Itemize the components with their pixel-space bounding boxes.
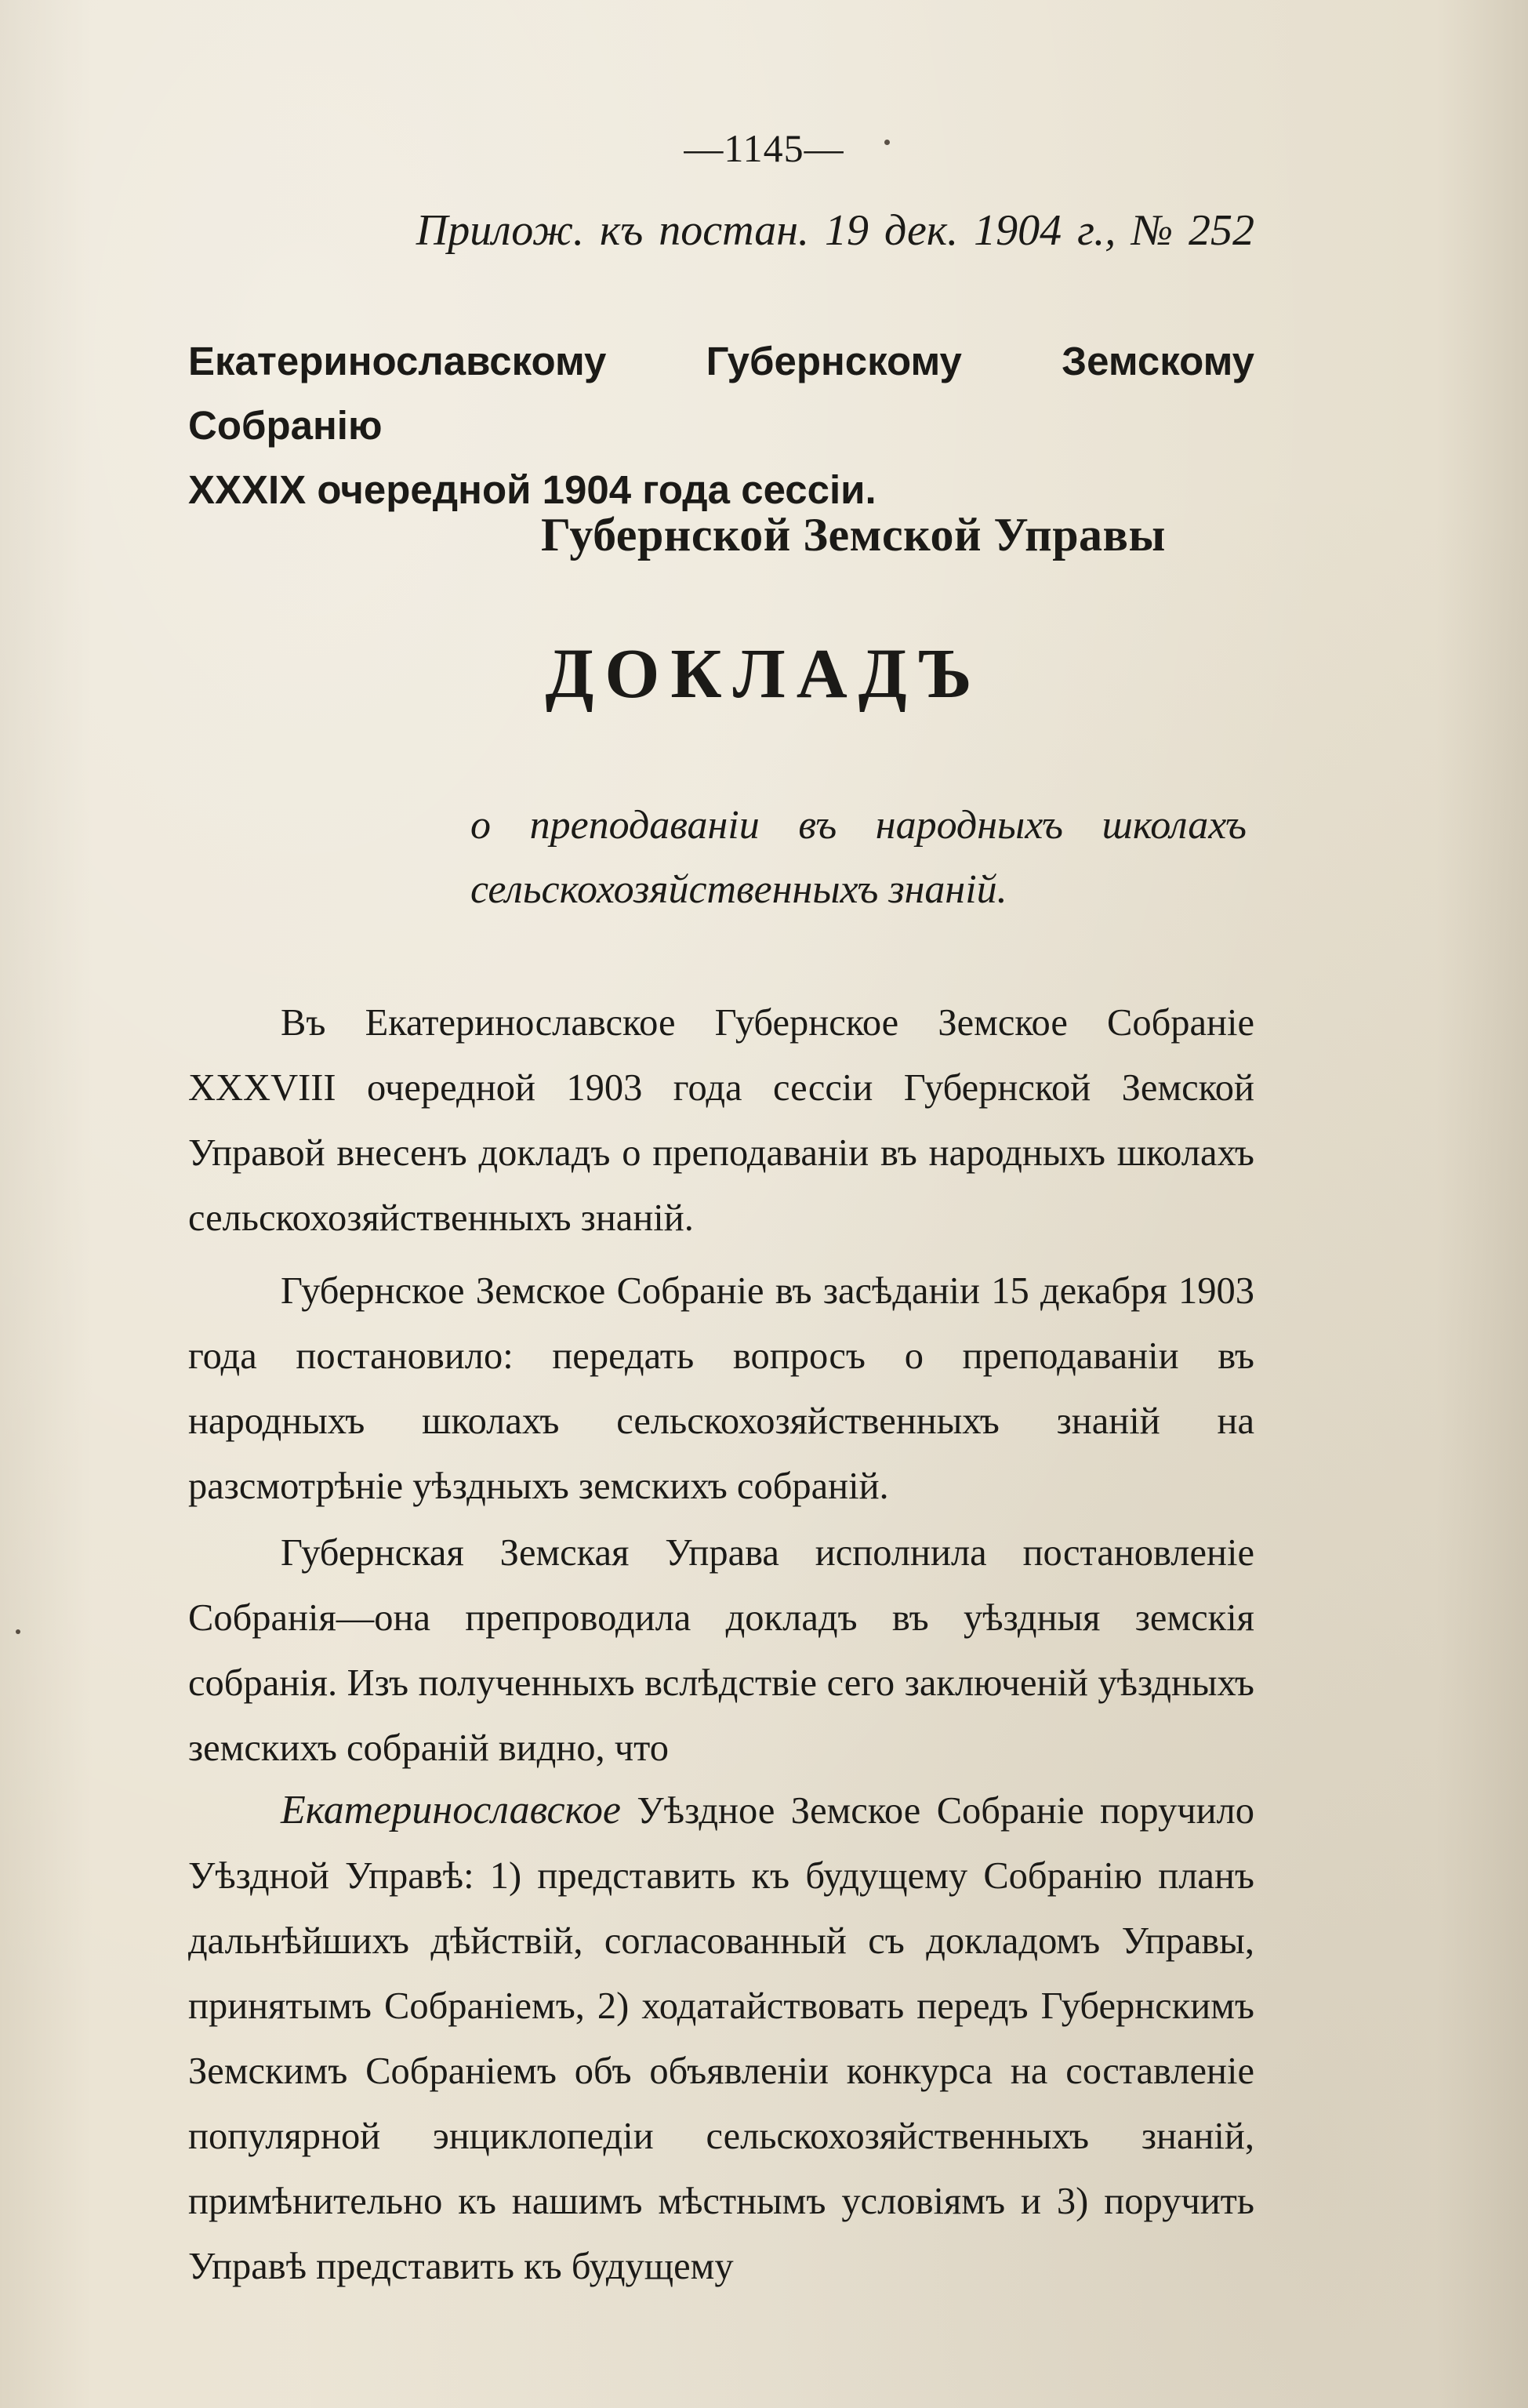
paragraph-4-lead: Екатеринославское — [281, 1787, 622, 1832]
body-paragraph-2: Губернское Земское Собраніе въ засѣданіи 15 декабря 1903 года постановило: передать вопросъ о преподаваніи въ народныхъ школахъ сельскохозяйственныхъ знаній на разсмотрѣніе уѣздныхъ земскихъ собраній. — [188, 1269, 1254, 1507]
body-paragraph-4 — [188, 1778, 1254, 2299]
report-subject-line-1: о преподаваніи въ народныхъ школахъ — [470, 803, 1247, 848]
addressee-heading — [188, 329, 1254, 522]
report-title: ДОКЛАДЪ — [545, 635, 983, 713]
addressee-line-1: Екатеринославскому Губернскому Земскому Собранію — [188, 339, 1254, 448]
report-subject-line-2: сельскохозяйственныхъ знаній. — [470, 867, 1007, 912]
issuer-heading: Губернской Земской Управы — [541, 509, 1166, 561]
page-number: —1145— — [684, 126, 844, 170]
addressee-line-2: XXXIX очередной 1904 года сессіи. — [188, 467, 877, 512]
paragraph-4-text: Уѣздное Земское Собраніе поручило Уѣздной Управѣ: 1) представить къ будущему Собранію планъ дальнѣйшихъ дѣйствій, согласованный съ докладомъ Управы, принятымъ Собраніемъ, 2) ходатайствовать передъ Губернскимъ Земскимъ Собраніемъ объ объявленіи конкурса на составленіе популярной энциклопедіи сельскохозяйственныхъ знаній, примѣнительно къ нашимъ мѣстнымъ условіямъ и 3) поручить Управѣ представить къ будущему — [188, 1789, 1254, 2287]
body-paragraph-1: Въ Екатеринославское Губернское Земское Собраніе XXXVIII очередной 1903 года сессіи Губернской Земской Управой внесенъ докладъ о преподаваніи въ народныхъ школахъ сельскохозяйственныхъ знаній. — [188, 1001, 1254, 1239]
report-subject — [470, 794, 1247, 922]
body-paragraph-3: Губернская Земская Управа исполнила постановленіе Собранія—она препроводила докладъ въ уѣздныя земскія собранія. Изъ полученныхъ вслѣдствіе сего заключеній уѣздныхъ земскихъ собраній видно, что — [188, 1531, 1254, 1769]
ink-speck — [884, 140, 890, 145]
ink-speck — [16, 1629, 20, 1634]
appendix-note: Прилож. къ постан. 19 дек. 1904 г., № 252 — [416, 206, 1254, 255]
